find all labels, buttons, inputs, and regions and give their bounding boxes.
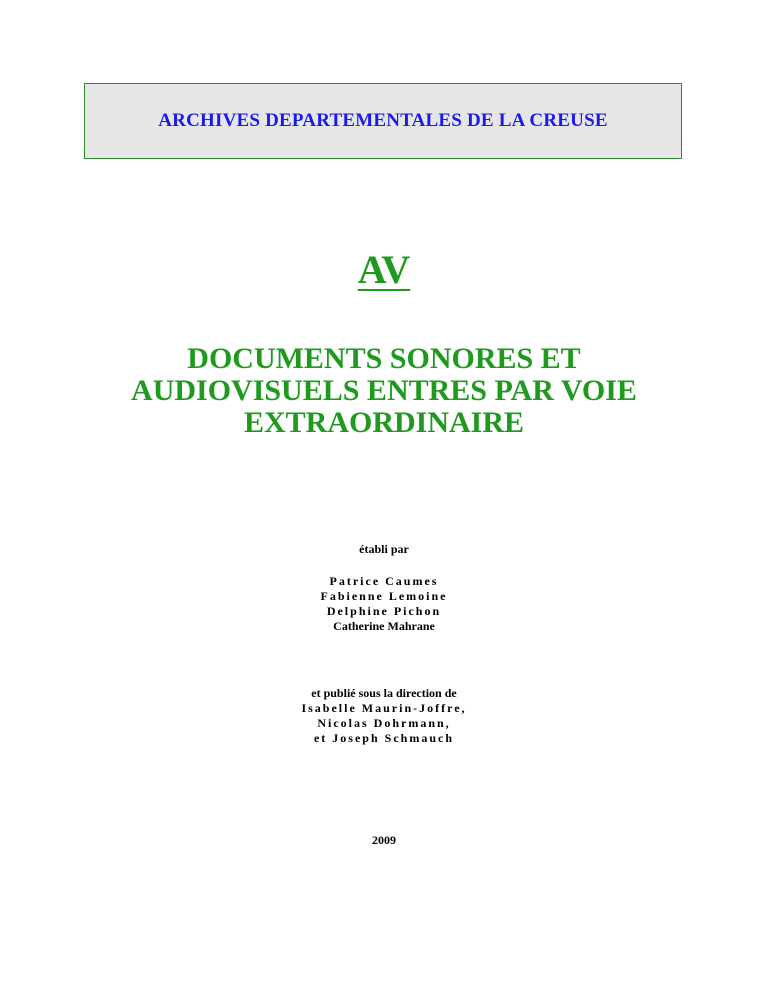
title-line: DOCUMENTS SONORES ET [187, 342, 581, 375]
director-name: Isabelle Maurin-Joffre, [301, 701, 467, 715]
publication-year: 2009 [372, 833, 396, 847]
director-name: et Joseph Schmauch [313, 731, 454, 745]
document-title [60, 343, 708, 439]
established-by-label: établi par [359, 542, 409, 556]
author-name: Fabienne Lemoine [320, 589, 448, 603]
institution-name: ARCHIVES DEPARTEMENTALES DE LA CREUSE [158, 110, 608, 131]
author-name: Delphine Pichon [326, 604, 442, 618]
title-line: EXTRAORDINAIRE [243, 406, 525, 439]
author-name: Patrice Caumes [329, 574, 439, 588]
authors-list [0, 574, 768, 634]
series-code: AV [357, 247, 411, 292]
director-name: Nicolas Dohrmann, [317, 716, 451, 730]
published-under-label: et publié sous la direction de [311, 686, 457, 700]
author-name: Catherine Mahrane [333, 619, 435, 633]
header-box [84, 83, 682, 159]
title-line: AUDIOVISUELS ENTRES PAR VOIE [131, 374, 637, 407]
directors-list [0, 701, 768, 746]
